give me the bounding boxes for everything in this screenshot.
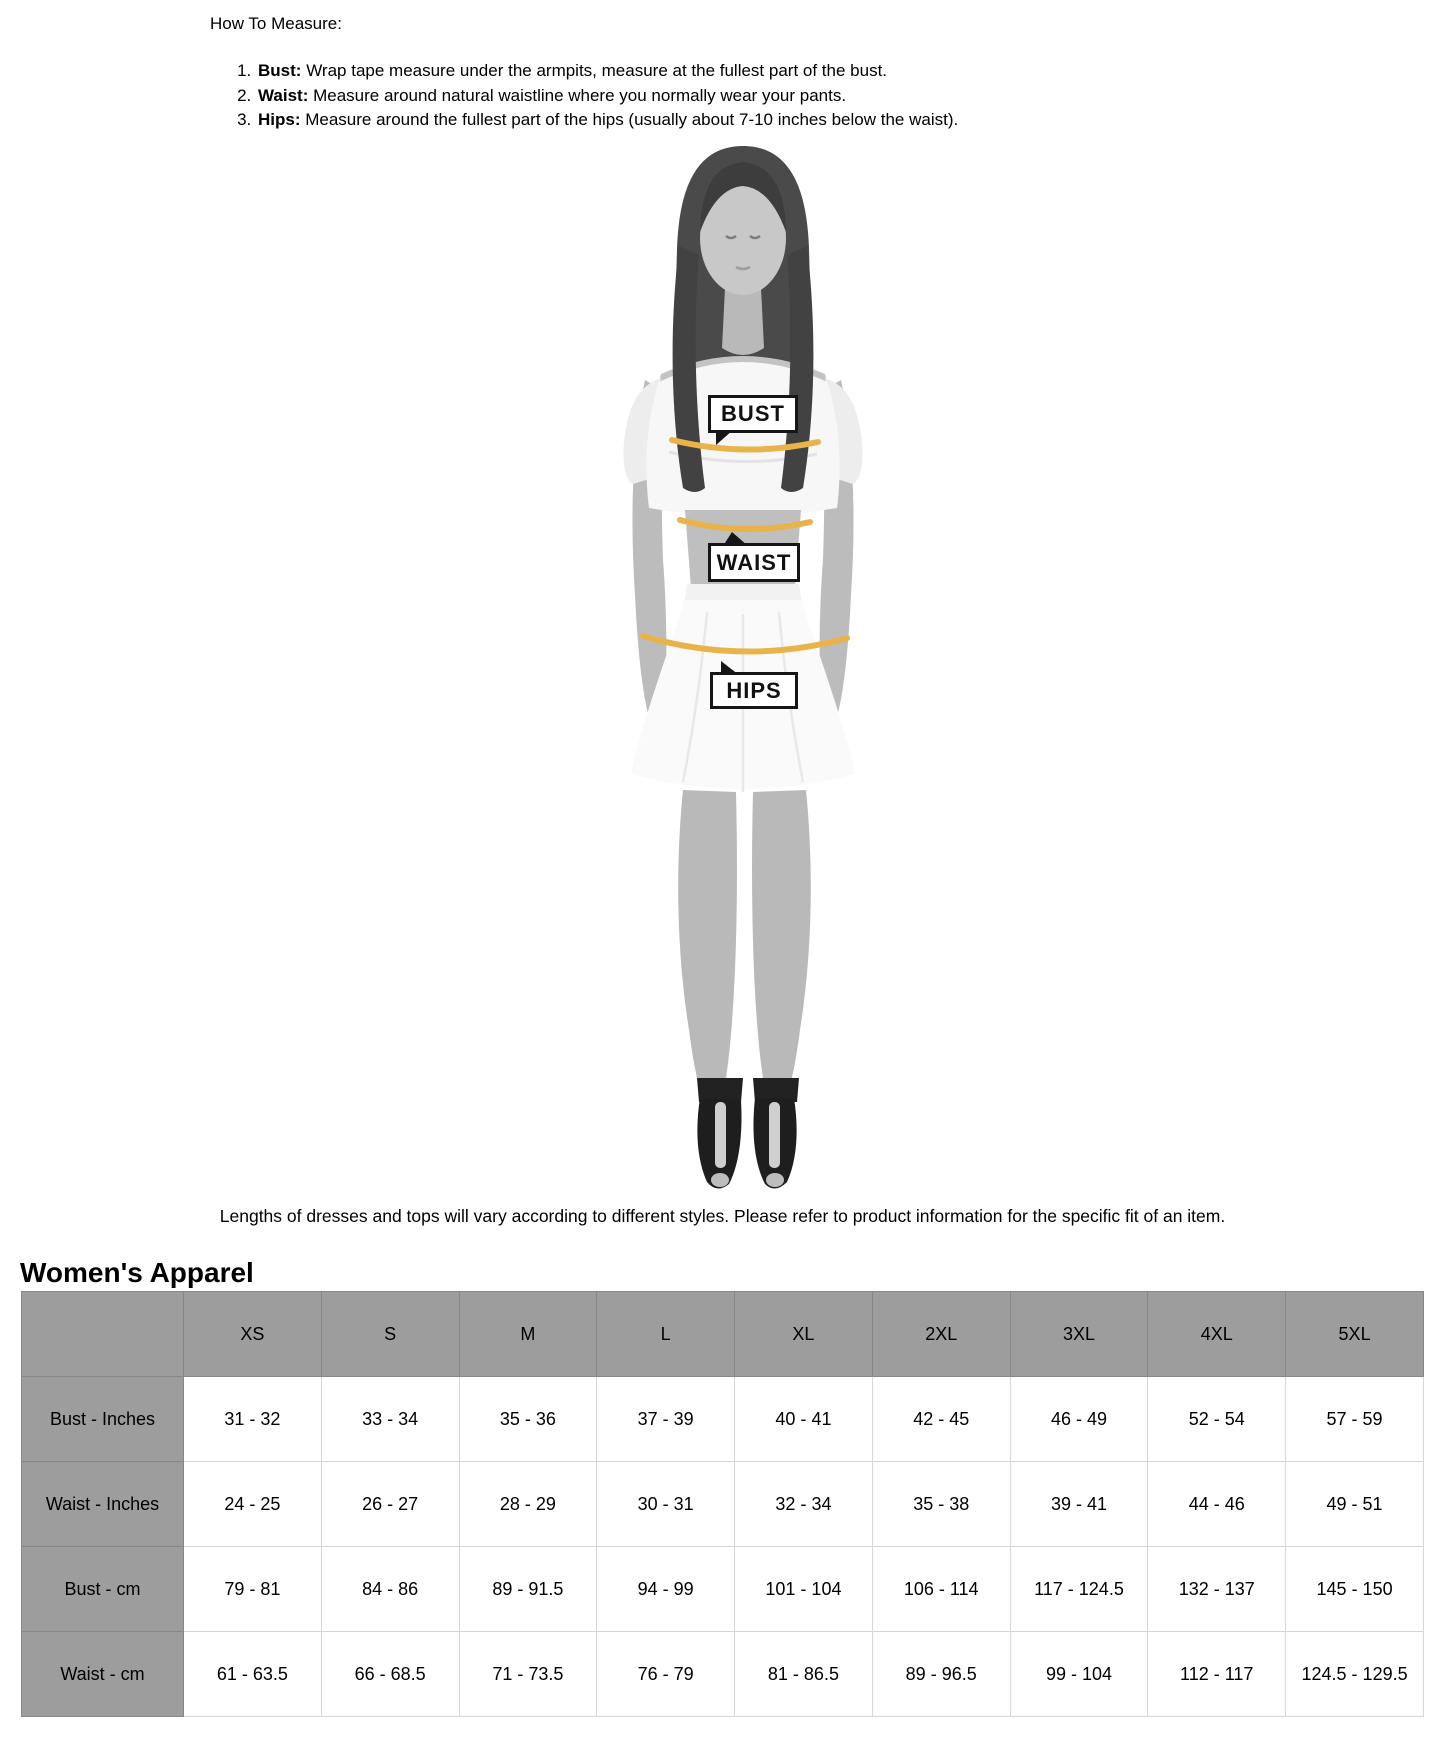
measurement-figure <box>0 140 1445 1205</box>
size-cell: 33 - 34 <box>321 1377 459 1462</box>
bust-tag <box>708 395 798 433</box>
corner-cell <box>22 1292 184 1377</box>
neck <box>722 288 764 355</box>
size-cell: 26 - 27 <box>321 1462 459 1547</box>
size-column-header: S <box>321 1292 459 1377</box>
size-cell: 39 - 41 <box>1010 1462 1148 1547</box>
size-cell: 40 - 41 <box>735 1377 873 1462</box>
size-column-header: 4XL <box>1148 1292 1286 1377</box>
step-text: Measure around the fullest part of the hips (usually about 7-10 inches below the waist). <box>305 110 959 129</box>
size-cell: 84 - 86 <box>321 1547 459 1632</box>
size-cell: 94 - 99 <box>597 1547 735 1632</box>
size-cell: 44 - 46 <box>1148 1462 1286 1547</box>
right-shoe-lace <box>769 1102 780 1168</box>
size-column-header: L <box>597 1292 735 1377</box>
hips-tag <box>710 672 798 709</box>
right-leg <box>752 790 811 1084</box>
bust-tag-tail <box>716 430 733 445</box>
size-cell: 49 - 51 <box>1286 1462 1424 1547</box>
size-cell: 89 - 96.5 <box>872 1632 1010 1717</box>
size-cell: 35 - 38 <box>872 1462 1010 1547</box>
row-label: Bust - cm <box>22 1547 184 1632</box>
size-cell: 42 - 45 <box>872 1377 1010 1462</box>
size-column-header: 5XL <box>1286 1292 1424 1377</box>
size-cell: 81 - 86.5 <box>735 1632 873 1717</box>
size-chart-row <box>22 1632 1424 1717</box>
size-column-header: 3XL <box>1010 1292 1148 1377</box>
row-label: Waist - Inches <box>22 1462 184 1547</box>
size-cell: 117 - 124.5 <box>1010 1547 1148 1632</box>
left-leg <box>678 790 737 1084</box>
size-cell: 37 - 39 <box>597 1377 735 1462</box>
size-chart-row <box>22 1377 1424 1462</box>
size-column-header: 2XL <box>872 1292 1010 1377</box>
fit-note: Lengths of dresses and tops will vary according to different styles. Please refer to product information for the specific fit of an item. <box>219 1206 1226 1226</box>
size-cell: 57 - 59 <box>1286 1377 1424 1462</box>
measure-step <box>256 84 1445 109</box>
row-label: Waist - cm <box>22 1632 184 1717</box>
step-text: Wrap tape measure under the armpits, measure at the fullest part of the bust. <box>306 61 888 80</box>
size-cell: 28 - 29 <box>459 1462 597 1547</box>
size-cell: 79 - 81 <box>184 1547 322 1632</box>
step-term: Hips: <box>258 110 301 129</box>
step-text: Measure around natural waistline where you normally wear your pants. <box>313 85 847 105</box>
size-column-header: M <box>459 1292 597 1377</box>
size-chart-row <box>22 1462 1424 1547</box>
waist-tag-label: WAIST <box>716 549 792 575</box>
size-cell: 101 - 104 <box>735 1547 873 1632</box>
size-cell: 66 - 68.5 <box>321 1632 459 1717</box>
left-shoe-toe <box>711 1173 729 1187</box>
size-cell: 99 - 104 <box>1010 1632 1148 1717</box>
waist-tag <box>708 543 800 582</box>
how-to-measure-section <box>210 0 1445 129</box>
size-chart-title: Women's Apparel <box>20 1257 254 1288</box>
size-cell: 61 - 63.5 <box>184 1632 322 1717</box>
size-chart-table <box>21 1291 1424 1717</box>
size-cell: 30 - 31 <box>597 1462 735 1547</box>
hips-tag-label: HIPS <box>726 677 782 703</box>
size-cell: 24 - 25 <box>184 1462 322 1547</box>
step-term: Bust: <box>258 61 302 80</box>
size-column-header: XL <box>735 1292 873 1377</box>
right-shoe-toe <box>766 1173 784 1187</box>
size-cell: 31 - 32 <box>184 1377 322 1462</box>
measure-steps-list <box>210 59 1445 133</box>
hips-tag-tail <box>721 661 739 675</box>
how-to-measure-title: How To Measure: <box>210 14 342 33</box>
step-term: Waist: <box>258 85 309 105</box>
measure-step <box>256 59 1445 84</box>
waist-tag-tail <box>723 532 748 546</box>
size-column-header: XS <box>184 1292 322 1377</box>
size-cell: 145 - 150 <box>1286 1547 1424 1632</box>
size-cell: 46 - 49 <box>1010 1377 1148 1462</box>
row-label: Bust - Inches <box>22 1377 184 1462</box>
size-cell: 71 - 73.5 <box>459 1632 597 1717</box>
size-cell: 132 - 137 <box>1148 1547 1286 1632</box>
size-cell: 35 - 36 <box>459 1377 597 1462</box>
size-chart-header-row <box>22 1292 1424 1377</box>
measure-step <box>256 108 1445 133</box>
size-cell: 112 - 117 <box>1148 1632 1286 1717</box>
size-cell: 124.5 - 129.5 <box>1286 1632 1424 1717</box>
size-cell: 106 - 114 <box>872 1547 1010 1632</box>
size-cell: 89 - 91.5 <box>459 1547 597 1632</box>
size-cell: 32 - 34 <box>735 1462 873 1547</box>
size-cell: 76 - 79 <box>597 1632 735 1717</box>
size-chart-row <box>22 1547 1424 1632</box>
left-shoe-lace <box>715 1102 726 1168</box>
bust-tag-label: BUST <box>721 401 785 426</box>
size-cell: 52 - 54 <box>1148 1377 1286 1462</box>
